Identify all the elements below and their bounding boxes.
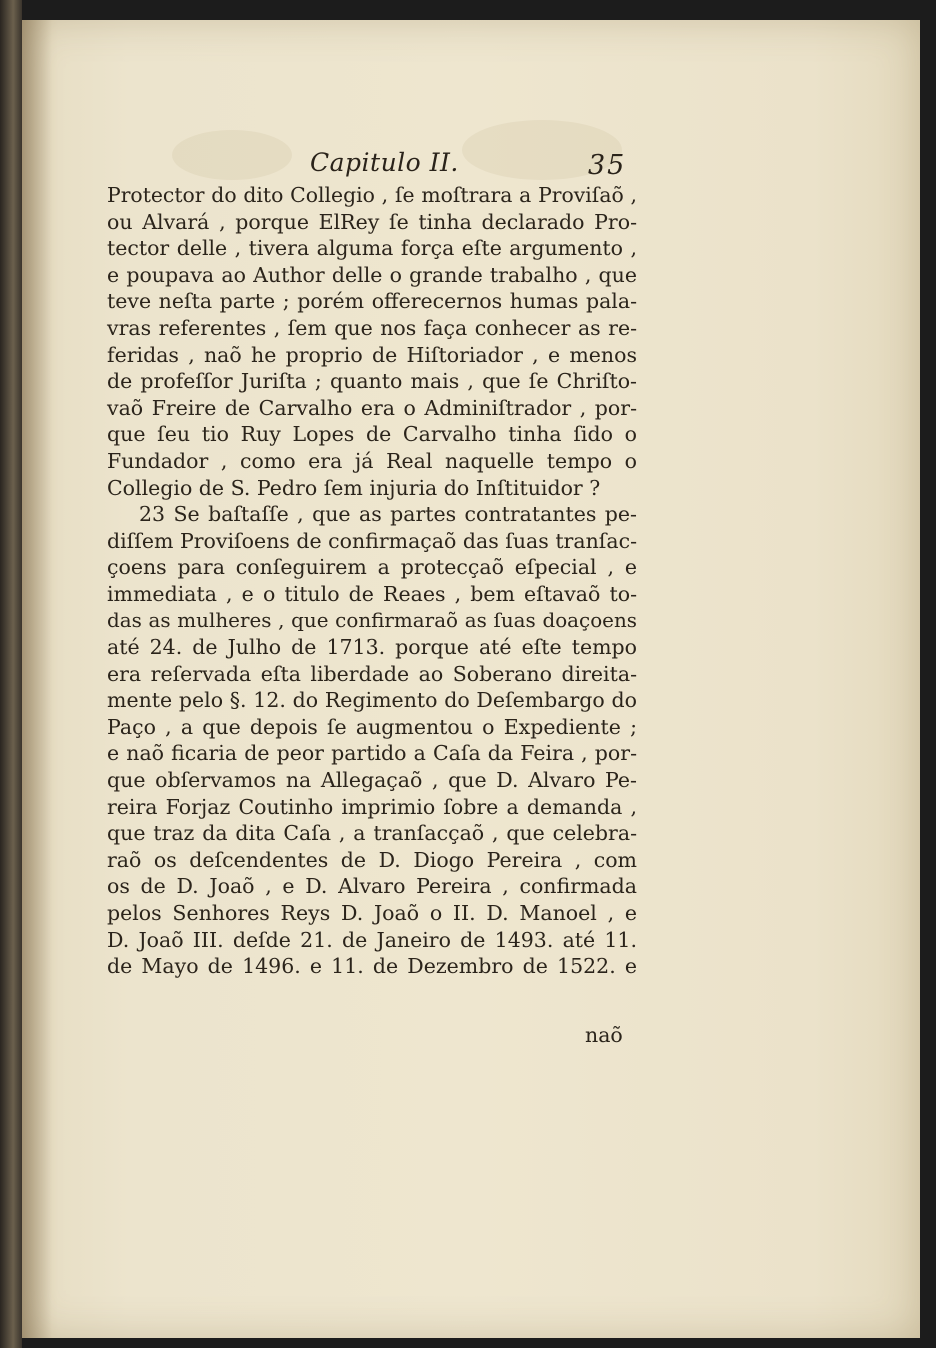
text-line: pelos Senhores Reys D. Joaõ o II. D. Manoel , e — [107, 901, 637, 926]
text-line: das as mulheres , que confirmaraõ as ſuas doaçoens — [107, 608, 637, 632]
text-line: tector delle , tivera alguma força eſte argumento , — [107, 236, 637, 261]
text-line: teve neſta parte ; porém offerecernos humas pala- — [107, 289, 637, 314]
text-line: Collegio de S. Pedro ſem injuria do Inſtituidor ? — [107, 475, 601, 500]
text-line: vras referentes , ſem que nos faça conhecer as re- — [107, 315, 637, 340]
text-line: diſſem Proviſoens de confirmaçaõ das ſuas tranſac- — [107, 528, 637, 553]
text-line: D. Joaõ III. deſde 21. de Janeiro de 1493. até 11. — [107, 927, 637, 952]
text-line: çoens para conſeguirem a protecçaõ eſpecial , e — [107, 555, 637, 580]
book-page — [22, 20, 920, 1338]
text-line: era reſervada eſta liberdade ao Soberano direita- — [107, 661, 637, 686]
page-edge-shadow — [0, 0, 22, 1348]
text-line: Protector do dito Collegio , ſe moſtrara a Proviſaõ , — [107, 183, 637, 207]
text-line: que traz da dita Caſa , a tranſacçaõ , que celebra- — [107, 821, 637, 846]
running-head: Capitulo II. — [310, 148, 459, 177]
text-line: ou Alvará , porque ElRey ſe tinha declarado Pro- — [107, 209, 637, 234]
text-line: e naõ ficaria de peor partido a Caſa da Feira , por- — [107, 741, 637, 766]
page-number: 35 — [588, 150, 627, 181]
text-line: vaõ Freire de Carvalho era o Adminiſtrador , por- — [107, 395, 637, 420]
text-line: de Mayo de 1496. e 11. de Dezembro de 1522. e — [107, 954, 637, 979]
text-line: Fundador , como era já Real naquelle tempo o — [107, 448, 637, 473]
text-line: raõ os deſcendentes de D. Diogo Pereira , com — [107, 847, 637, 872]
text-line: os de D. Joaõ , e D. Alvaro Pereira , confirmada — [107, 874, 637, 899]
text-line: immediata , e o titulo de Reaes , bem eſtavaõ to- — [107, 581, 637, 606]
text-line: mente pelo §. 12. do Regimento do Deſembargo do — [107, 688, 637, 713]
text-line: que ſeu tio Ruy Lopes de Carvalho tinha ſido o — [107, 422, 637, 447]
text-line: de profeſſor Juriſta ; quanto mais , que ſe Chriſto- — [107, 369, 637, 394]
text-line: Paço , a que depois ſe augmentou o Expediente ; — [107, 714, 637, 739]
text-line: feridas , naõ he proprio de Hiſtoriador , e menos — [107, 342, 637, 367]
paragraph-start-line: 23 Se baſtaſſe , que as partes contratantes pe- — [139, 502, 637, 527]
body-text — [107, 182, 637, 980]
text-line: reira Forjaz Coutinho imprimio ſobre a demanda , — [107, 794, 637, 819]
catchword: naõ — [585, 1023, 623, 1047]
text-line: e poupava ao Author delle o grande trabalho , que — [107, 262, 637, 287]
text-line: que obſervamos na Allegaçaõ , que D. Alvaro Pe- — [107, 768, 637, 793]
text-line: até 24. de Julho de 1713. porque até eſte tempo — [107, 635, 637, 660]
